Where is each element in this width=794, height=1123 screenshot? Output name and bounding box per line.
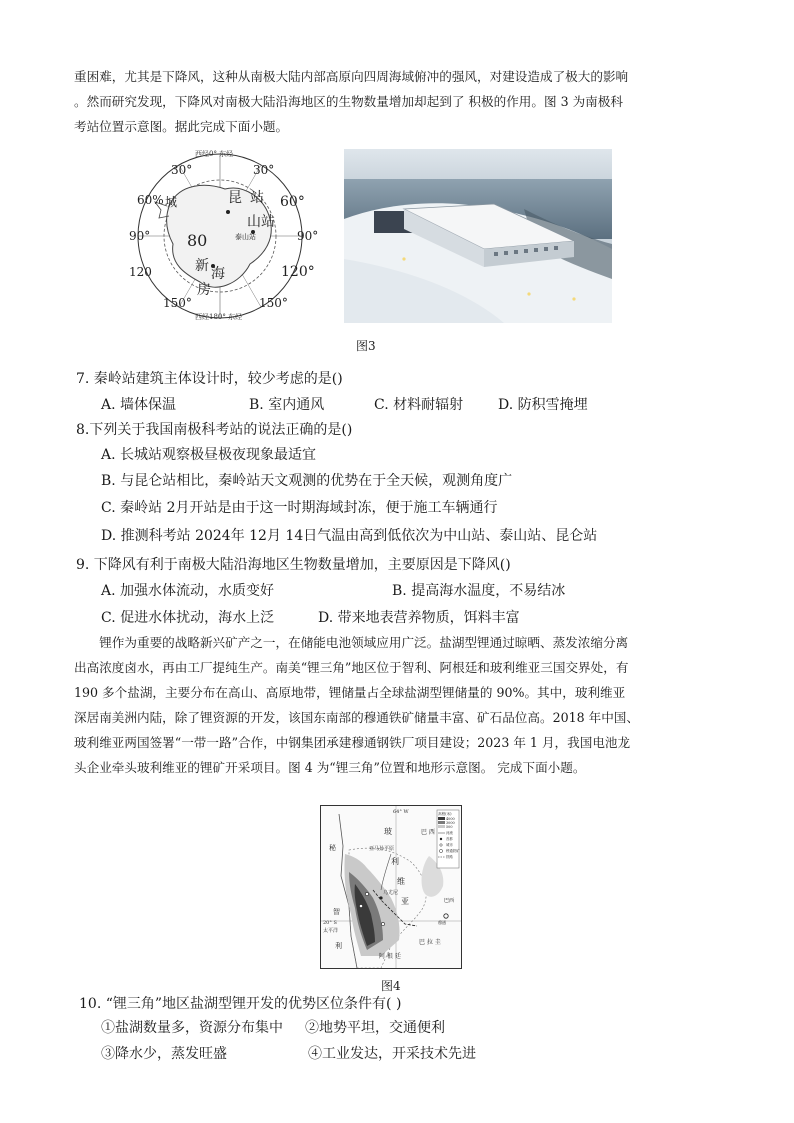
- map-lon-120-left: 120: [129, 265, 152, 279]
- map-lon-90-left: 90°: [129, 229, 151, 243]
- legend-capital: 首都: [446, 837, 453, 841]
- map4-bolivia-1: 玻: [384, 827, 392, 836]
- map-label-cheng: 城: [165, 195, 178, 209]
- q7-option-c[interactable]: C. 材料耐辐射: [374, 397, 464, 413]
- intro-line-2: 。然而研究发现，下降风对南极大陆沿海地区的生物数量增加却起到了 积极的作用。图 3 为南极科: [74, 94, 623, 109]
- q8-option-c[interactable]: C. 秦岭站 2月开站是由于这一时期海域封冻，便于施工车辆通行: [101, 500, 498, 516]
- map-lat-60: 60%: [137, 193, 164, 207]
- legend-title: 高程(米): [438, 812, 452, 816]
- polar-map-svg: [125, 144, 319, 322]
- map-label-shan: 山站: [247, 214, 275, 230]
- map4-bolivia-4: 亚: [401, 897, 409, 906]
- map4-peru: 秘: [329, 844, 336, 852]
- figure3-caption: 图3: [356, 339, 376, 353]
- map4-legend: [437, 810, 460, 868]
- map4-amazon: 亚马孙平原: [369, 846, 395, 852]
- q10-stem: 10. “锂三角”地区盐湖型锂开发的优势区位条件有( ): [79, 996, 402, 1012]
- legend-rail: 铁路: [446, 855, 453, 859]
- q8-stem: 8.下列关于我国南极科考站的说法正确的是(): [76, 422, 353, 438]
- lithium-triangle-map: [320, 805, 462, 969]
- map4-brazil: 巴 西: [421, 829, 435, 836]
- map4-mutong: 穆通: [438, 920, 446, 925]
- map-lon-150-left: 150°: [163, 296, 192, 310]
- q9-option-c[interactable]: C. 促进水体扰动，海水上泛: [101, 610, 275, 626]
- q10-option-3[interactable]: ③降水少，蒸发旺盛: [101, 1046, 227, 1062]
- q8-option-a[interactable]: A. 长城站观察极昼极夜现象最适宜: [101, 447, 317, 463]
- map4-bolivia-3: 维: [397, 877, 405, 886]
- figure4-caption: 图4: [381, 979, 401, 993]
- map-label-xin: 新: [195, 258, 209, 274]
- q7-stem: 7. 秦岭站建筑主体设计时，较少考虑的是(): [76, 371, 343, 387]
- q7-option-b[interactable]: B. 室内通风: [249, 397, 325, 413]
- legend-city: 城市: [446, 843, 453, 847]
- passage-line-5: 玻利维亚两国签署“一带一路”合作，中钢集团承建穆通钢铁厂项目建设；2023 年 1 月，我国电池龙: [74, 735, 631, 750]
- q7-option-a[interactable]: A. 墙体保温: [101, 397, 177, 413]
- legend-500: 500: [446, 825, 453, 829]
- station-photo-svg: [344, 149, 612, 323]
- map-lon-150-right: 150°: [259, 296, 288, 310]
- legend-river: 河流: [446, 831, 453, 835]
- q9-option-a[interactable]: A. 加强水体流动，水质变好: [101, 583, 275, 599]
- lithium-map-svg: [321, 806, 461, 968]
- q10-option-4[interactable]: ④工业发达，开采技术先进: [308, 1046, 476, 1062]
- q9-stem: 9. 下降风有利于南极大陆沿海地区生物数量增加，主要原因是下降风(): [76, 557, 511, 573]
- passage-line-2: 出高浓度卤水，再由工厂提纯生产。南美“锂三角”地区位于智利、阿根廷和玻利维亚三国交界处，有: [74, 660, 629, 675]
- map-lon-60-right: 60°: [280, 194, 305, 210]
- legend-4000: 4000: [446, 817, 455, 821]
- lithium-passage: [74, 630, 724, 780]
- map-bottom-label: 西经180° 东经: [195, 313, 243, 321]
- legend-3000: 3000: [446, 821, 455, 825]
- map4-chile-1: 智: [333, 908, 340, 916]
- q10-option-2[interactable]: ②地势平坦，交通便利: [305, 1020, 445, 1036]
- passage-line-1: 锂作为重要的战略新兴矿产之一，在储能电池领域应用广泛。盐湖型锂通过晾晒、蒸发浓缩分离: [99, 635, 629, 650]
- q9-option-d[interactable]: D. 带来地表营养物质，饵料丰富: [318, 610, 520, 626]
- map-label-hai: 海: [211, 266, 225, 282]
- map-label-kun: 昆: [228, 190, 242, 206]
- map-label-zhan: 站: [250, 190, 264, 206]
- q8-option-b[interactable]: B. 与昆仑站相比，秦岭站天文观测的优势在于全天候，观测角度广: [101, 473, 513, 489]
- map4-lat-label: 20° S: [323, 920, 337, 926]
- passage-line-6: 头企业牵头玻利维亚的锂矿开采项目。图 4 为“锂三角”位置和地形示意图。 完成下面小题。: [74, 760, 586, 775]
- map-lon-30-left: 30°: [171, 163, 193, 177]
- station-photo: [344, 149, 612, 323]
- q8-option-d[interactable]: D. 推测科考站 2024年 12月 14日气温由高到低依次为中山站、泰山站、昆仑站: [101, 528, 598, 544]
- map-label-fang: 房: [197, 282, 211, 298]
- map-label-80: 80: [187, 231, 208, 250]
- intro-paragraph: [74, 64, 724, 139]
- antarctica-station-map: [125, 144, 319, 322]
- intro-line-3: 考站位置示意图。据此完成下面小题。: [74, 119, 289, 134]
- q9-option-b[interactable]: B. 提高海水温度，不易结冰: [392, 583, 566, 599]
- map-lon-120-right: 120°: [281, 264, 315, 280]
- passage-line-4: 深居南美洲内陆，除了锂资源的开发，该国东南部的穆通铁矿储量丰富、矿石品位高。2018 年中国、: [74, 710, 639, 725]
- map4-brazil-2: 巴西: [444, 898, 455, 904]
- map4-paraguay: 巴 拉 圭: [419, 939, 441, 946]
- map-label-taishan: 泰山站: [235, 233, 256, 241]
- map4-argentina: 阿 根 廷: [379, 953, 401, 960]
- q10-option-1[interactable]: ①盐湖数量多，资源分布集中: [101, 1020, 283, 1036]
- map4-bolivia-2: 利: [391, 857, 399, 866]
- map4-lon-label: 64° W: [393, 809, 409, 815]
- q7-option-d[interactable]: D. 防积雪掩埋: [498, 397, 588, 413]
- map4-wuyuni: 乌尤尼: [383, 890, 399, 896]
- passage-line-3: 190 多个盐湖，主要分布在高山、高原地带，锂储量占全球盐湖型锂储量的 90%。其中，玻利维亚: [74, 685, 626, 700]
- map4-pacific: 太平洋: [323, 928, 339, 934]
- map-top-label: 西经0° 东经: [195, 150, 234, 158]
- intro-line-1: 重困难，尤其是下降风，这种从南极大陆内部高原向四周海域俯冲的强风，对建设造成了极大的影响: [74, 69, 629, 84]
- map-lon-30-right: 30°: [253, 163, 275, 177]
- map4-chile-2: 利: [335, 942, 342, 950]
- map-lon-90-right: 90°: [297, 229, 319, 243]
- legend-mine: 穆通铁矿: [446, 849, 460, 853]
